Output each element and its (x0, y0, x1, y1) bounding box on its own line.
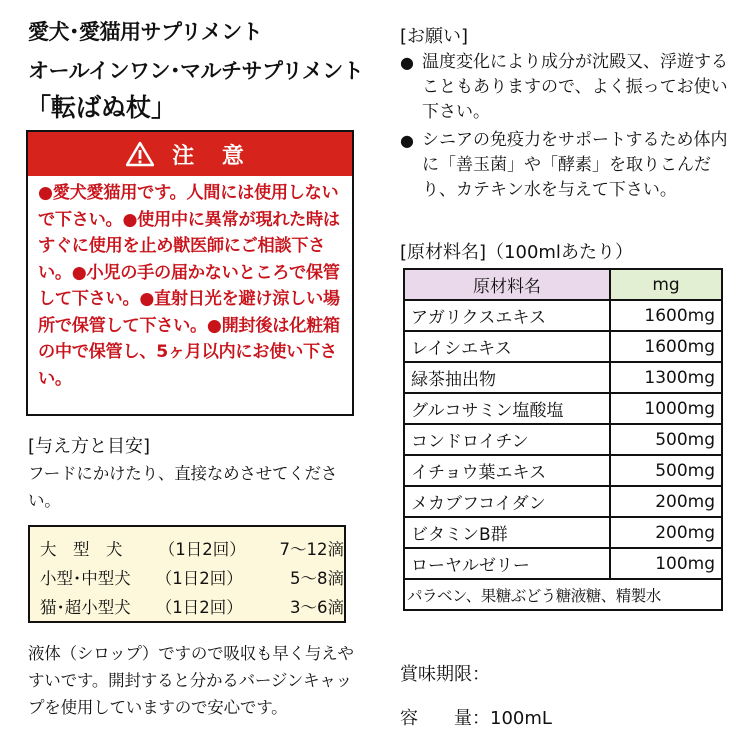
request-item-text: 温度変化により成分が沈殿又、浮遊することもありますので、よく振ってお使い下さい。 (422, 52, 728, 122)
ingredient-name: メカブフコイダン (404, 486, 610, 517)
request-item (400, 50, 730, 125)
table-row (404, 424, 722, 455)
dosage-row (40, 533, 344, 562)
column-header-unit: mg (610, 269, 722, 300)
ingredient-name: コンドロイチン (404, 424, 610, 455)
ingredient-name: ビタミンB群 (404, 517, 610, 548)
ingredient-name: レイシエキス (404, 331, 610, 362)
ingredient-amount: 200mg (610, 517, 722, 548)
dosage-frequency: （1日2回） (155, 597, 243, 617)
other-ingredients: パラベン、果糖ぶどう糖液糖、精製水 (404, 579, 722, 610)
request-item-text: シニアの免疫力をサポートするため体内に「善玉菌」や「酵素」を取りこんだり、カテキン水を与えて下さい。 (422, 130, 728, 200)
ingredients-table (403, 268, 723, 611)
table-row (404, 579, 722, 610)
bullet-icon: ● (400, 131, 414, 150)
warning-triangle-icon (126, 141, 154, 167)
table-row (404, 331, 722, 362)
caution-box (26, 130, 354, 416)
subtitle-line-2: オールインワン･マルチサプリメント (28, 59, 364, 83)
ingredient-amount: 500mg (610, 455, 722, 486)
dosage-type: 大 型 犬 (40, 539, 123, 559)
dosage-row (40, 562, 344, 591)
ingredients-basis: （100mlあたり） (486, 242, 633, 263)
ingredient-name: グルコサミン塩酸塩 (404, 393, 610, 424)
ingredient-amount: 500mg (610, 424, 722, 455)
ingredient-amount: 1600mg (610, 331, 722, 362)
volume-line (400, 704, 552, 730)
ingredients-heading (400, 238, 633, 264)
product-name: 「転ばぬ杖」 (26, 93, 177, 122)
usage-heading: [与え方と目安] (28, 436, 151, 457)
request-item (400, 128, 730, 203)
table-row (404, 548, 722, 579)
table-row (404, 362, 722, 393)
request-heading: [お願い] (400, 26, 469, 47)
ingredient-amount: 1600mg (610, 300, 722, 331)
expiry-label: 賞味期限： (400, 664, 490, 685)
caution-text: ●愛犬愛猫用です。人間には使用しないで下さい。●使用中に異常が現れた時はすぐに使用を止め獣医師にご相談下さい。●小児の手の届かないところで保管して下さい。●直射日光を避け涼しい場所で保管して下さい。●開封後は化粧箱の中で保管し、5ヶ月以内にお使い下さい。 (38, 183, 340, 389)
caution-title: 注 意 (172, 143, 254, 169)
ingredient-amount: 200mg (610, 486, 722, 517)
ingredient-name: アガリクスエキス (404, 300, 610, 331)
volume-label: 容 量： (400, 708, 490, 729)
table-header-row (404, 269, 722, 300)
table-row (404, 517, 722, 548)
table-row (404, 455, 722, 486)
request-list (400, 50, 730, 203)
ingredient-amount: 1000mg (610, 393, 722, 424)
table-row (404, 486, 722, 517)
volume-value: 100mL (490, 708, 552, 729)
ingredient-amount: 100mg (610, 548, 722, 579)
dosage-amount: 7～12滴 (279, 539, 344, 559)
dosage-frequency: （1日2回） (155, 568, 243, 588)
column-header-name: 原材料名 (404, 269, 610, 300)
dosage-amount: 3～6滴 (273, 597, 344, 617)
table-row (404, 393, 722, 424)
ingredient-name: イチョウ葉エキス (404, 455, 610, 486)
table-row (404, 300, 722, 331)
description-text: 液体（シロップ）ですので吸収も早く与えやすいです。開封すると分かるバージンキャップを使用していますので安心です。 (28, 644, 354, 717)
dosage-amount: 5～8滴 (273, 568, 344, 588)
dosage-type: 小型･中型犬 (40, 568, 131, 588)
ingredient-name: ローヤルゼリー (404, 548, 610, 579)
subtitle-line-1: 愛犬･愛猫用サプリメント (28, 20, 263, 44)
dosage-table (28, 525, 346, 623)
bullet-icon: ● (400, 53, 414, 72)
dosage-frequency: （1日2回） (158, 539, 246, 559)
ingredients-heading-label: [原材料名] (400, 242, 487, 263)
dosage-row (40, 591, 344, 620)
ingredient-amount: 1300mg (610, 362, 722, 393)
caution-header (28, 132, 352, 176)
usage-text: フードにかけたり、直接なめさせてください。 (28, 464, 338, 510)
ingredient-name: 緑茶抽出物 (404, 362, 610, 393)
dosage-type: 猫･超小型犬 (40, 597, 131, 617)
